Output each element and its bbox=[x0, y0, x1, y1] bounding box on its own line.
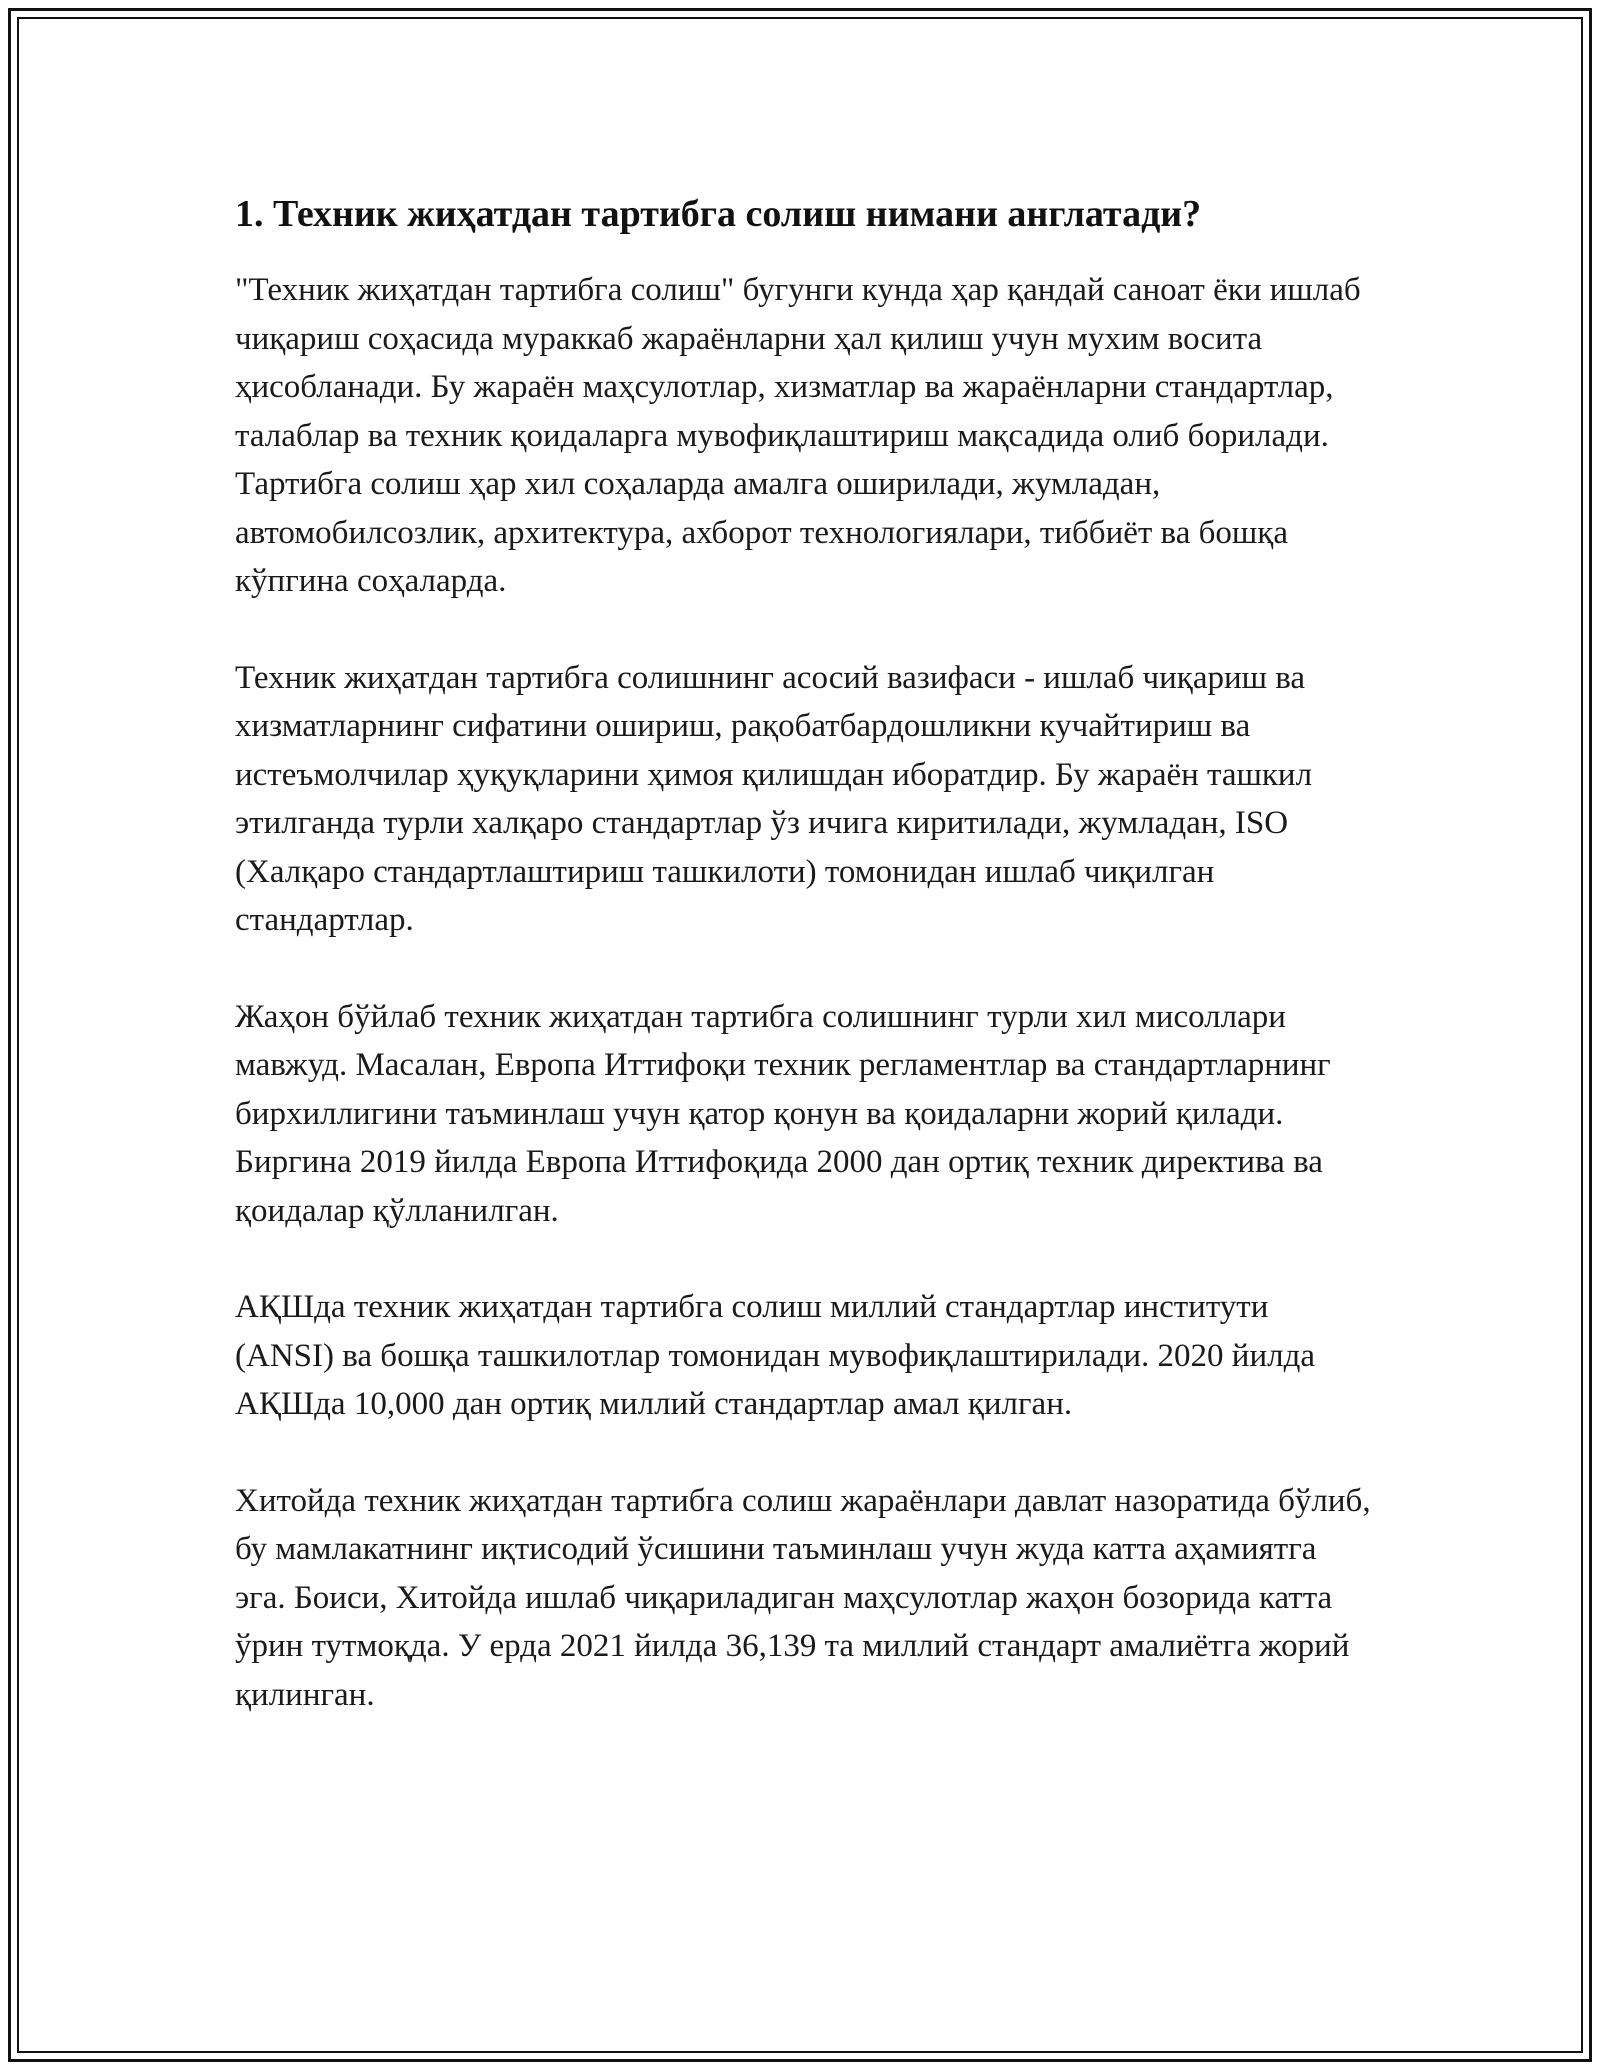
document-body bbox=[235, 188, 1375, 1767]
paragraph-usa: АҚШда техник жиҳатдан тартибга солиш миллий стандартлар институти (ANSI) ва бошқа ташкилотлар томонидан мувофиқлаштирилади. 2020 йилда АҚШда 10,000 дан ортиқ миллий стандартлар амал қилган. bbox=[235, 1289, 1316, 1422]
paragraph-intro: "Техник жиҳатдан тартибга солиш" бугунги кунда ҳар қандай саноат ёки ишлаб чиқариш соҳасида мураккаб жараёнларни ҳал қилиш учун мухим восита ҳисобланади. Бу жараён маҳсулотлар, хизматлар ва жараёнларни стандартлар, талаблар ва техник қоидаларга мувофиқлаштириш мақсадида олиб борилади. Тартибга солиш ҳар хил соҳаларда амалга оширилади, жумладан, автомобилсозлик, архитектура, ахборот технологиялари, тиббиёт ва бошқа кўпгина соҳаларда. bbox=[235, 272, 1361, 599]
paragraph-world-examples: Жаҳон бўйлаб техник жиҳатдан тартибга солишнинг турли хил мисоллари мавжуд. Масалан, Европа Иттифоқи техник регламентлар ва стандартларнинг бирхиллигини таъминлаш учун қатор қонун ва қоидаларни жорий қилади. Биргина 2019 йилда Европа Иттифоқида 2000 дан ортиқ техник директива ва қоидалар қўлланилган. bbox=[235, 998, 1331, 1229]
paragraph-main-task: Техник жиҳатдан тартибга солишнинг асосий вазифаси - ишлаб чиқариш ва хизматларнинг сифатини ошириш, рақобатбардошликни кучайтириш ва истеъмолчилар ҳуқуқларини ҳимоя қилишдан иборатдир. Бу жараён ташкил этилганда турли халқаро стандартлар ўз ичига киритилади, жумладан, ISO (Халқаро стандартлаштириш ташкилоти) томонидан ишлаб чиқилган стандартлар. bbox=[235, 659, 1313, 938]
section-heading: 1. Техник жиҳатдан тартибга солиш нимани англатади? bbox=[235, 193, 1202, 235]
paragraph-china: Хитойда техник жиҳатдан тартибга солиш жараёнлари давлат назоратида бўлиб, бу мамлакатнинг иқтисодий ўсишини таъминлаш учун жуда катта аҳамиятга эга. Боиси, Хитойда ишлаб чиқариладиган маҳсулотлар жаҳон бозорида катта ўрин тутмоқда. У ерда 2021 йилда 36,139 та миллий стандарт амалиётга жорий қилинган. bbox=[235, 1482, 1371, 1713]
